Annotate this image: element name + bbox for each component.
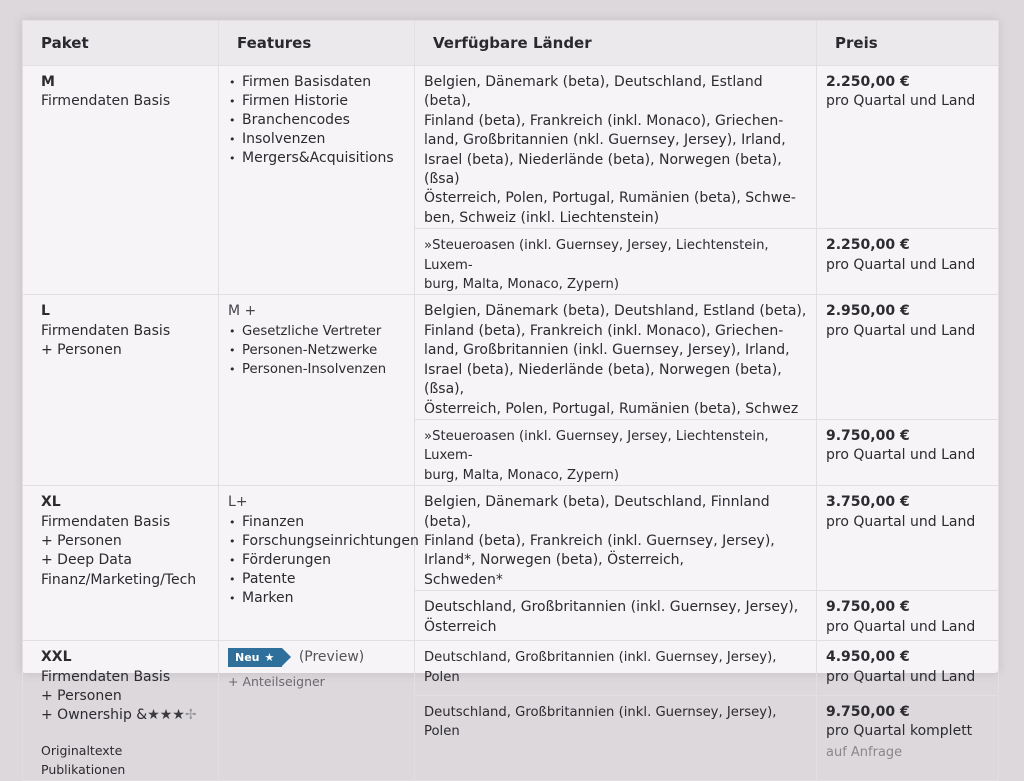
- new-badge: [228, 648, 282, 667]
- countries-cell: [415, 295, 817, 419]
- price-unit: pro Quartal und Land: [826, 322, 976, 339]
- feature-item: • Insolvenzen: [228, 130, 406, 149]
- stars-icon: ★★★✢: [147, 707, 197, 724]
- price-note: auf Anfrage: [826, 745, 903, 761]
- price-cell: [817, 695, 999, 780]
- package-desc: Firmendaten Basis: [41, 322, 171, 339]
- feature-list: [228, 73, 406, 168]
- new-feature-line: [228, 648, 406, 667]
- package-desc: Firmendaten Basis: [41, 513, 171, 530]
- price-cell: [817, 419, 999, 485]
- package-desc: + Deep Data: [41, 552, 132, 569]
- features-prefix: L+: [228, 494, 248, 511]
- star-icon: ★: [264, 651, 275, 665]
- countries-line: Finland (beta), Frankreich (inkl. Monaco), Griechen-: [424, 322, 784, 339]
- price-amount: 2.950,00 €: [826, 303, 910, 320]
- countries-line: Finland (beta), Frankreich (inkl. Monaco), Griechen-: [424, 112, 784, 129]
- price-amount: 9.750,00 €: [826, 427, 910, 444]
- price-unit: pro Quartal und Land: [826, 513, 976, 530]
- feature-item: • Branchencodes: [228, 111, 406, 130]
- package-name: M: [41, 74, 55, 90]
- price-amount: 2.250,00 €: [826, 74, 910, 90]
- countries-line: land, Großbritannien (nkl. Guernsey, Jersey), Irland,: [424, 132, 786, 149]
- preview-label: (Preview): [298, 649, 365, 666]
- countries-line: Belgien, Dänemark (beta), Deutschland, Estland (beta),: [424, 74, 763, 110]
- price-cell: [817, 591, 999, 641]
- countries-cell: [415, 66, 817, 229]
- header-features: Features: [219, 21, 415, 66]
- feature-item: • Marken: [228, 589, 406, 608]
- features-cell: [219, 641, 415, 780]
- package-footnote: Originaltexte Publikationen: [41, 742, 126, 778]
- price-cell: [817, 66, 999, 229]
- feature-item: • Forschungseinrichtungen: [228, 532, 406, 551]
- countries-line: Israel (beta), Niederlände (beta), Norwegen (beta), (ßsa),: [424, 361, 782, 398]
- price-amount: 2.250,00 €: [826, 237, 910, 254]
- package-desc: + Personen: [41, 532, 122, 549]
- countries-line: »Steueroasen (inkl. Guernsey, Jersey, Liechtenstein, Luxem-: [424, 428, 769, 464]
- countries-cell: [415, 591, 817, 641]
- countries-line: Belgien, Dänemark (beta), Deutshland, Estland (beta),: [424, 303, 807, 320]
- price-cell: [817, 486, 999, 591]
- price-amount: 4.950,00 €: [826, 649, 910, 666]
- features-cell: [219, 295, 415, 486]
- features-prefix: M +: [228, 303, 257, 320]
- countries-line: Belgien, Dänemark (beta), Deutschland, Finnland (beta),: [424, 494, 770, 530]
- countries-cell: [415, 229, 817, 295]
- price-amount: 9.750,00 €: [826, 703, 910, 720]
- plus-icon: +: [228, 673, 243, 689]
- countries-line: Deutschland, Großbritannien (inkl. Guernsey, Jersey),: [424, 650, 777, 666]
- price-unit: pro Quartal und Land: [826, 256, 976, 273]
- new-badge-label: Neu: [235, 651, 260, 665]
- feature-item: • Mergers&Acquisitions: [228, 149, 406, 168]
- price-unit: pro Quartal und Land: [826, 447, 976, 464]
- ownership-label: + Ownership &: [41, 707, 148, 724]
- package-name: L: [41, 303, 50, 320]
- package-cell: [23, 66, 219, 295]
- package-desc-ownership: [41, 706, 210, 725]
- pricing-sheet: [22, 20, 998, 778]
- header-preis: Preis: [817, 21, 999, 66]
- countries-cell: [415, 419, 817, 485]
- package-desc: + Personen: [41, 342, 122, 359]
- countries-line: »Steueroasen (inkl. Guernsey, Jersey, Liechtenstein, Luxem-: [424, 238, 769, 273]
- countries-line: Polen: [424, 724, 460, 740]
- countries-line: burg, Malta, Monaco, Zypern): [424, 277, 620, 293]
- price-cell: [817, 641, 999, 695]
- countries-line: Österreich: [424, 618, 497, 635]
- plus-feature-label: Anteilseigner: [242, 673, 325, 689]
- header-laender: Verfügbare Länder: [415, 21, 817, 66]
- countries-line: Deutschland, Großbritannien (inkl. Guernsey, Jersey),: [424, 704, 777, 720]
- countries-cell: [415, 486, 817, 591]
- feature-item: • Finanzen: [228, 513, 406, 532]
- feature-item: • Patente: [228, 570, 406, 589]
- package-cell: [23, 486, 219, 641]
- package-desc: Firmendaten Basis: [41, 668, 171, 685]
- feature-item: • Firmen Basisdaten: [228, 73, 406, 92]
- countries-cell: [415, 695, 817, 780]
- feature-item: • Firmen Historie: [228, 92, 406, 111]
- table-row-xxl: [23, 641, 999, 695]
- countries-line: Österreich, Polen, Portugal, Rumänien (beta), Schwez: [424, 400, 799, 417]
- countries-line: ben, Schweiz (inkl. Liechtenstein): [424, 209, 660, 226]
- table-row-l: [23, 295, 999, 419]
- price-amount: 3.750,00 €: [826, 494, 910, 511]
- header-paket: Paket: [23, 21, 219, 66]
- feature-list: [228, 322, 406, 379]
- price-unit: pro Quartal und Land: [826, 618, 976, 635]
- countries-line: Irland*, Norwegen (beta), Österreich,: [424, 552, 684, 569]
- features-cell: [219, 486, 419, 641]
- price-unit: pro Quartal komplett: [826, 723, 973, 740]
- package-desc: + Personen: [41, 687, 122, 704]
- package-cell: [23, 295, 219, 486]
- package-cell: [23, 641, 219, 780]
- countries-line: Polen: [424, 669, 460, 685]
- table-row-xl: [23, 486, 999, 591]
- package-name: XL: [41, 494, 61, 511]
- package-desc: Firmendaten Basis: [41, 93, 171, 110]
- feature-list: [228, 513, 419, 608]
- table-header-row: [23, 21, 999, 66]
- table-row-m: [23, 66, 999, 229]
- package-desc: Finanz/Marketing/Tech: [41, 571, 197, 588]
- countries-line: Finland (beta), Frankreich (inkl. Guernsey, Jersey),: [424, 532, 775, 549]
- countries-line: Österreich, Polen, Portugal, Rumänien (beta), Schwe-: [424, 190, 796, 207]
- price-unit: pro Quartal und Land: [826, 668, 976, 685]
- feature-item: • Personen-Netzwerke: [228, 341, 406, 360]
- pricing-table: [22, 20, 999, 781]
- feature-item: • Personen-Insolvenzen: [228, 360, 406, 379]
- countries-line: Israel (beta), Niederlände (beta), Norwegen (beta), (ßsa): [424, 151, 782, 188]
- countries-line: Deutschland, Großbritannien (inkl. Guernsey, Jersey),: [424, 599, 799, 616]
- price-amount: 9.750,00 €: [826, 599, 910, 616]
- price-unit: pro Quartal und Land: [826, 93, 976, 110]
- price-cell: [817, 295, 999, 419]
- plus-feature: [228, 672, 406, 691]
- countries-line: burg, Malta, Monaco, Zypern): [424, 467, 620, 483]
- countries-cell: [415, 641, 817, 695]
- features-cell: [219, 66, 415, 295]
- countries-line: Schweden*: [424, 571, 503, 588]
- feature-item: • Förderungen: [228, 551, 406, 570]
- package-name: XXL: [41, 649, 72, 666]
- price-cell: [817, 229, 999, 295]
- countries-line: land, Großbritannien (inkl. Guernsey, Jersey), Irland,: [424, 342, 790, 359]
- feature-item: • Gesetzliche Vertreter: [228, 322, 406, 341]
